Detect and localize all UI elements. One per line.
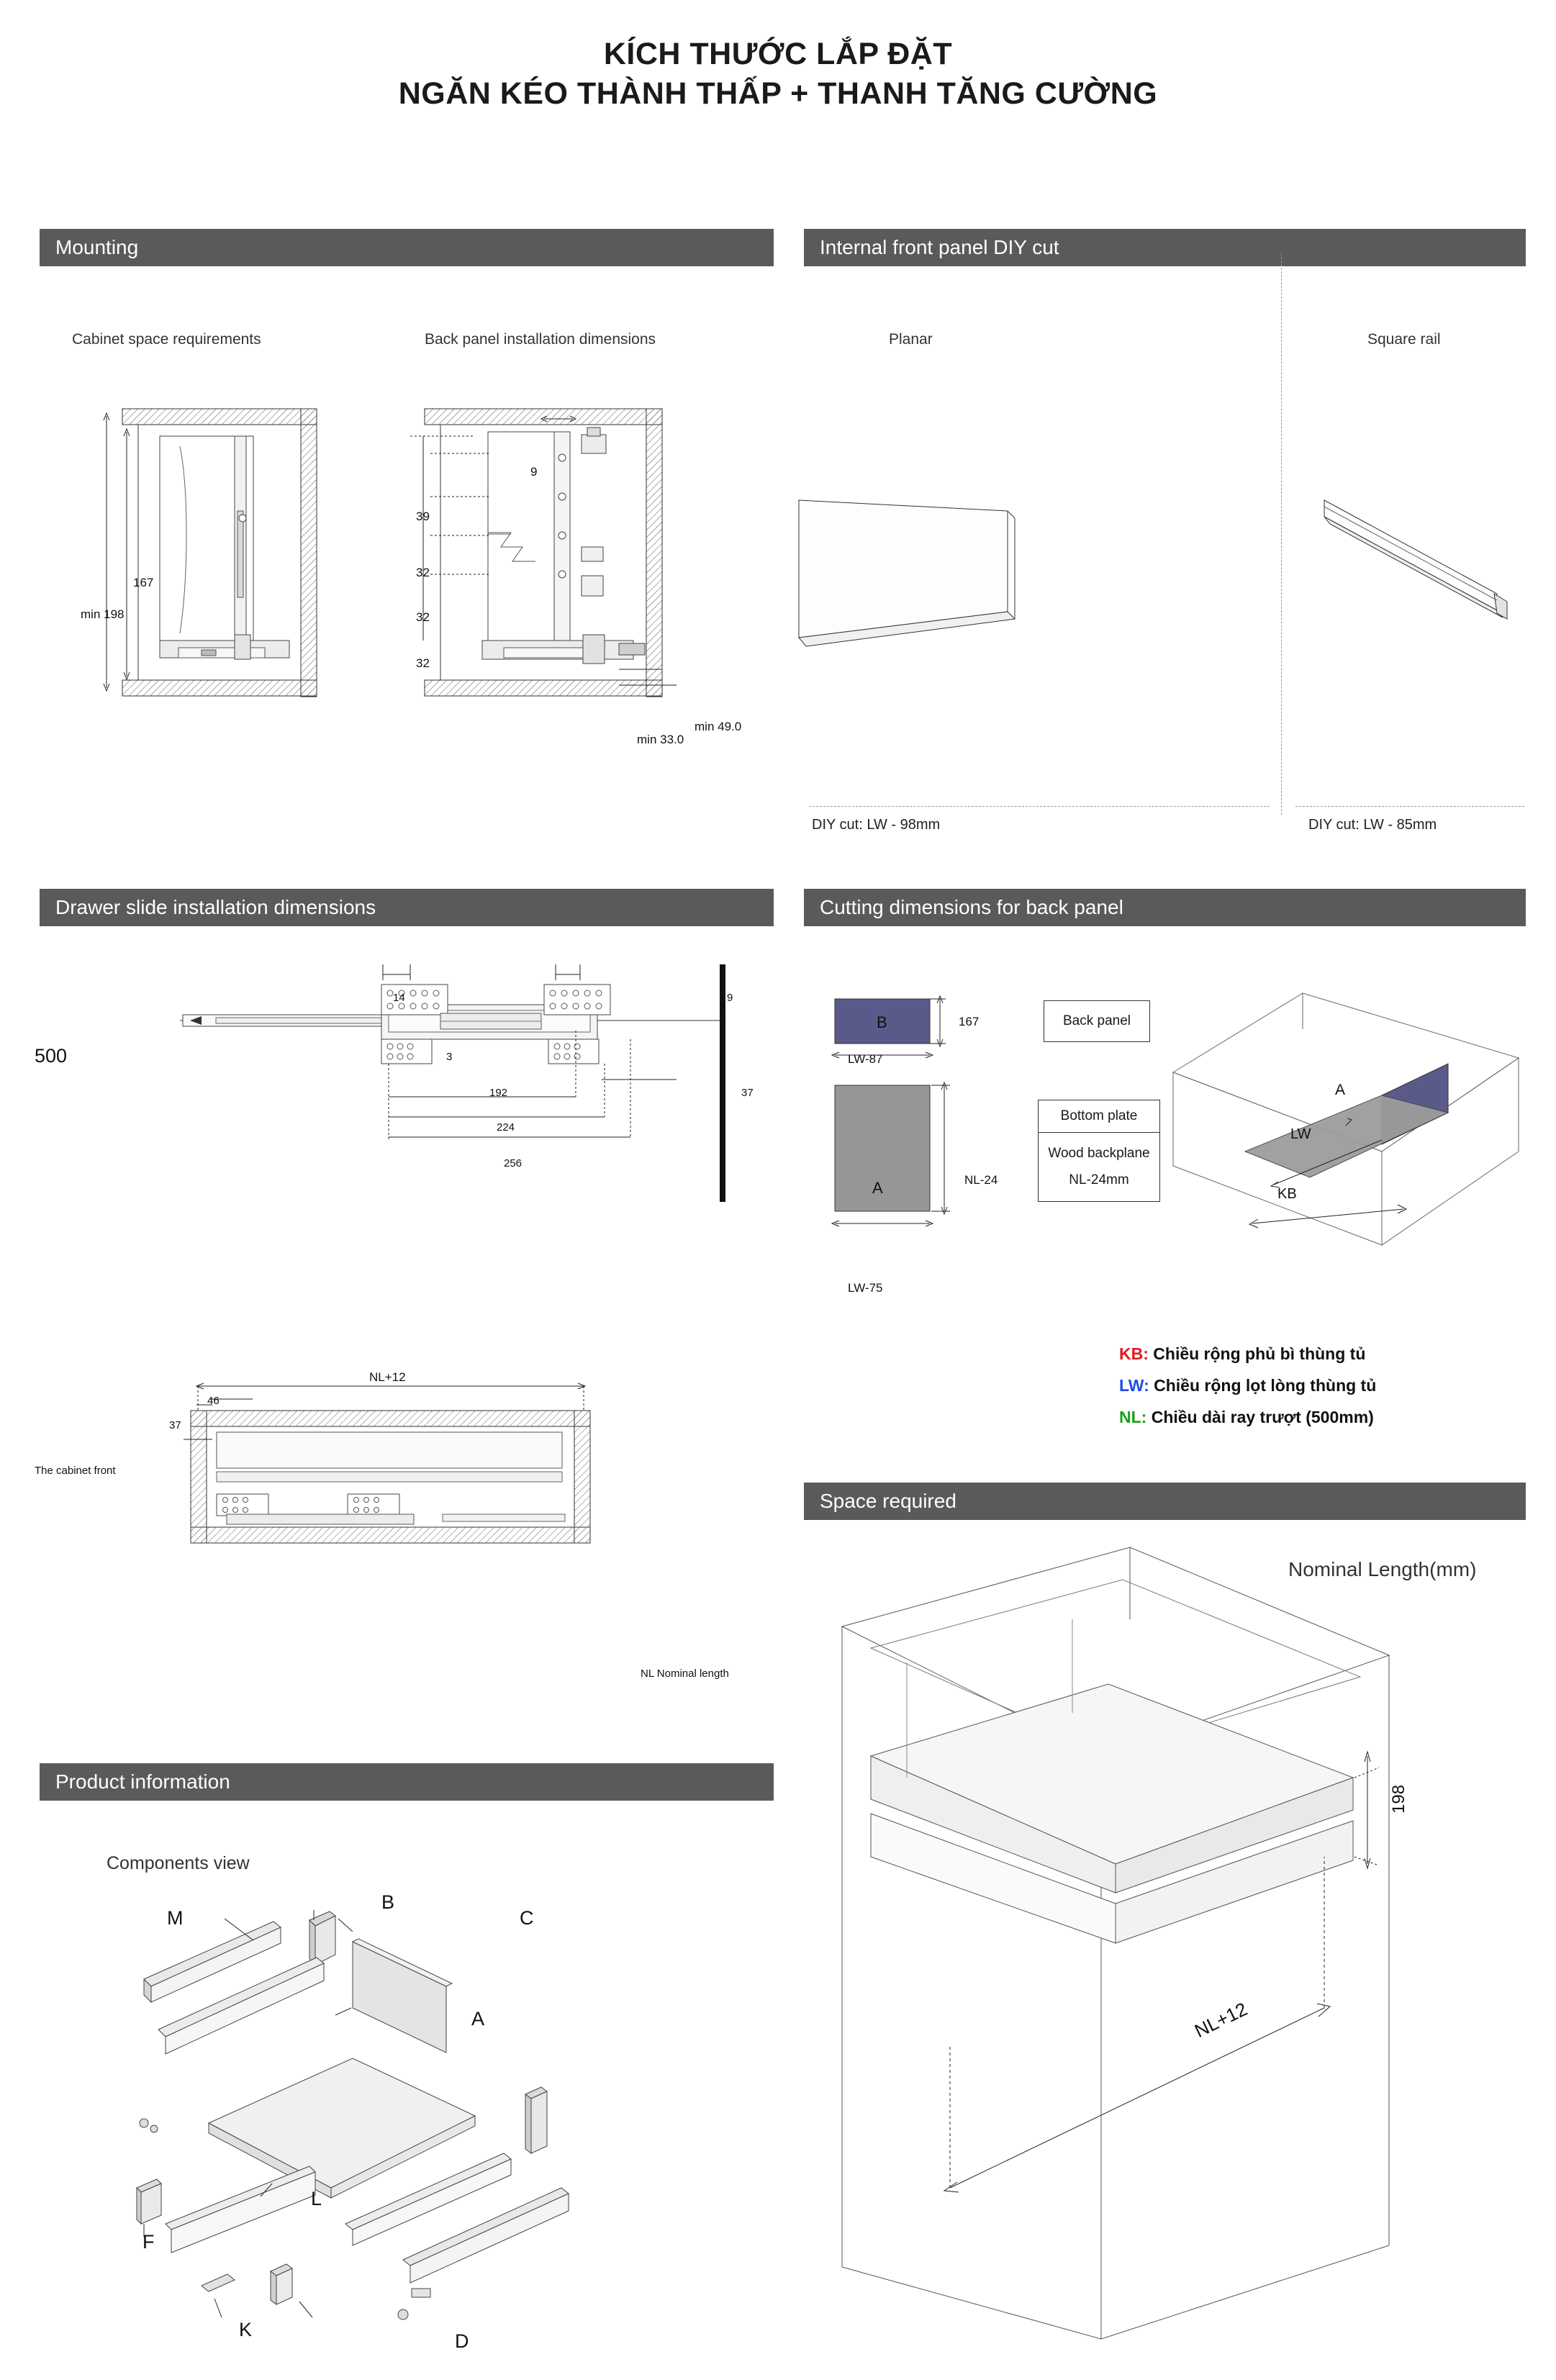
legend-nl-key: NL: [1119, 1408, 1147, 1426]
dim-b-height-167: 167 [959, 1015, 980, 1028]
dim-min-33: min 33.0 [637, 733, 684, 746]
dim-nl-plus-12: NL+12 [369, 1370, 406, 1384]
title-line-1: KÍCH THƯỚC LẮP ĐẶT [603, 37, 953, 71]
label-planar: Planar [889, 331, 933, 348]
dim-a-height-nl24: NL-24 [964, 1173, 998, 1187]
diagram-drawer-slide-top [173, 964, 748, 1202]
legend-lw [1119, 1376, 1376, 1395]
label-panel-a: A [872, 1179, 883, 1197]
dim-32-c: 32 [416, 656, 430, 670]
label-component-k: K [239, 2319, 253, 2340]
section-header-drawer-slide [40, 889, 774, 926]
dim-space-nl-plus-12: NL+12 [1191, 1998, 1251, 2042]
label-iso-lw: LW [1290, 1126, 1311, 1142]
section-title-mounting: Mounting [55, 236, 139, 258]
text-diy-cut-planar: DIY cut: LW - 98mm [812, 817, 941, 833]
legend-kb-key: KB: [1119, 1344, 1149, 1363]
diagram-cut-panels [813, 992, 1044, 1316]
section-header-internal-front-panel [804, 229, 1526, 266]
label-iso-kb: KB [1277, 1186, 1297, 1202]
legend-lw-key: LW: [1119, 1376, 1149, 1395]
section-header-mounting [40, 229, 774, 266]
divider-planar-bottom [809, 806, 1270, 807]
label-panel-b: B [877, 1013, 887, 1031]
dim-14: 14 [393, 992, 405, 1004]
diagram-back-panel-installation [403, 403, 770, 763]
section-header-cutting-back-panel [804, 889, 1526, 926]
dim-39: 39 [416, 510, 430, 523]
label-square-rail: Square rail [1367, 331, 1441, 348]
label-iso-b: B [1414, 1029, 1425, 1046]
section-header-space-required [804, 1483, 1526, 1520]
dim-32-a: 32 [416, 566, 430, 579]
dim-224: 224 [497, 1121, 515, 1134]
label-components-view: Components view [107, 1853, 250, 1873]
box-nl24mm-label: NL-24mm [1069, 1172, 1129, 1187]
box-back-panel-label: Back panel [1062, 1013, 1131, 1028]
dim-min-198: min 198 [81, 607, 125, 621]
legend-nl-text: Chiều dài ray trượt (500mm) [1151, 1408, 1374, 1426]
box-wood-backplane [1038, 1133, 1160, 1202]
label-component-a: A [471, 2008, 485, 2030]
label-component-b: B [381, 1891, 395, 1913]
label-component-f: F [143, 2231, 155, 2253]
label-component-l: L [311, 2188, 322, 2209]
divider-square-bottom [1295, 806, 1524, 807]
dim-9: 9 [727, 992, 733, 1004]
dim-min-49: min 49.0 [695, 720, 742, 733]
dim-a-width-lw75: LW-75 [848, 1281, 883, 1295]
label-cabinet-space-requirements: Cabinet space requirements [72, 331, 261, 348]
section-header-product-information [40, 1763, 774, 1801]
dim-192: 192 [489, 1087, 508, 1099]
dim-space-198: 198 [1389, 1784, 1408, 1814]
dim-167: 167 [133, 576, 154, 589]
diagram-cabinet-space-requirements [94, 403, 353, 763]
dim-37: 37 [169, 1419, 181, 1431]
label-component-d: D [455, 2330, 469, 2352]
box-bottom-plate [1038, 1100, 1160, 1133]
diagram-drawer-top-view [184, 1360, 615, 1576]
divider-front-panel [1281, 253, 1282, 815]
dim-256: 256 [504, 1157, 523, 1169]
section-title-drawer-slide: Drawer slide installation dimensions [55, 896, 376, 918]
label-component-m: M [167, 1907, 184, 1929]
label-nl-nominal-length: NL Nominal length [641, 1668, 729, 1680]
title-line-2: NGĂN KÉO THÀNH THẤP + THANH TĂNG CƯỜNG [398, 76, 1158, 112]
diagram-planar-front-panel [799, 497, 1029, 684]
section-title-internal-front-panel: Internal front panel DIY cut [820, 236, 1059, 258]
label-back-panel-installation: Back panel installation dimensions [425, 331, 656, 348]
text-diy-cut-square: DIY cut: LW - 85mm [1308, 817, 1437, 833]
dim-32-b: 32 [416, 610, 430, 624]
label-nominal-length: Nominal Length(mm) [1288, 1558, 1477, 1580]
label-iso-a: A [1335, 1082, 1346, 1098]
dim-9: 9 [530, 465, 538, 479]
section-title-space-required: Space required [820, 1490, 956, 1512]
section-title-product-information: Product information [55, 1770, 230, 1793]
box-bottom-plate-label: Bottom plate [1060, 1108, 1138, 1123]
diagram-space-required [820, 1540, 1411, 2346]
box-wood-backplane-label: Wood backplane [1048, 1146, 1150, 1162]
diagram-iso-drawer-box [1166, 972, 1526, 1274]
dim-b-width-lw87: LW-87 [848, 1052, 883, 1066]
dim-slide-length-500: 500 [35, 1045, 68, 1067]
diagram-components-exploded [101, 1886, 734, 2361]
dim-37: 37 [741, 1087, 754, 1099]
label-cabinet-front: The cabinet front [35, 1465, 116, 1477]
legend-kb [1119, 1344, 1365, 1364]
label-component-c: C [520, 1907, 534, 1929]
page-title [0, 0, 1556, 114]
dim-46: 46 [207, 1395, 220, 1407]
legend-nl [1119, 1408, 1374, 1427]
section-title-cutting-back-panel: Cutting dimensions for back panel [820, 896, 1123, 918]
dim-3: 3 [446, 1051, 453, 1063]
legend-kb-text: Chiều rộng phủ bì thùng tủ [1153, 1344, 1366, 1363]
legend-lw-text: Chiều rộng lọt lòng thùng tủ [1154, 1376, 1377, 1395]
diagram-square-rail-front-panel [1324, 497, 1526, 684]
box-back-panel [1044, 1000, 1150, 1042]
